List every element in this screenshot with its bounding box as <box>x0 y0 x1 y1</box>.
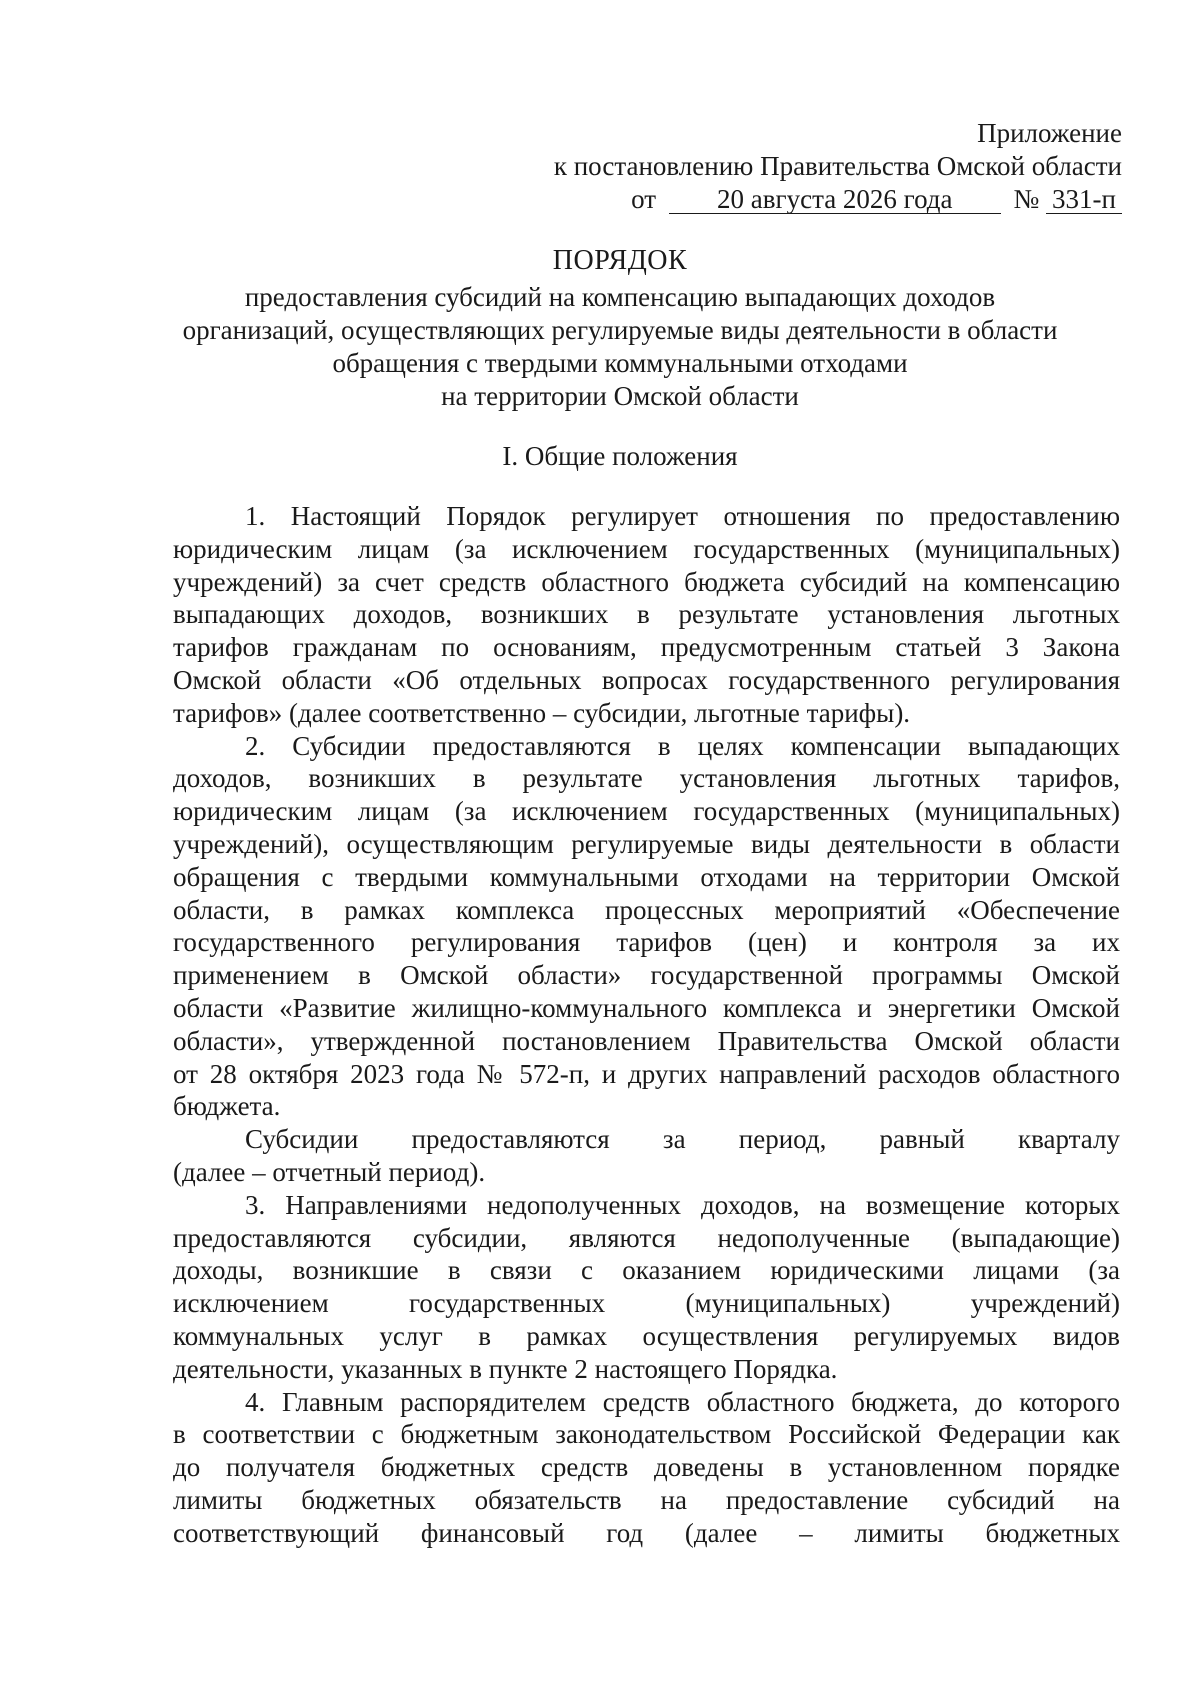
text-line: 2. Субсидии предоставляются в целях компенсации выпадающих <box>245 730 1120 761</box>
text-line: коммунальных услуг в рамках осуществления регулируемых видов <box>173 1320 1120 1351</box>
appendix-date-line <box>554 183 1122 216</box>
resolution-date: 20 августа 2026 года <box>669 186 1001 214</box>
paragraph-3 <box>173 1189 1120 1386</box>
text-line: предоставляются субсидии, являются недополученные (выпадающие) <box>173 1222 1120 1253</box>
appendix-header <box>554 117 1122 216</box>
document-title-block <box>150 244 1090 413</box>
text-line: Субсидии предоставляются за период, равный кварталу <box>245 1124 1120 1155</box>
text-line: в соответствии с бюджетным законодательством Российской Федерации как <box>173 1419 1120 1450</box>
text-line: (далее – отчетный период). <box>173 1156 486 1187</box>
number-label: № <box>1013 184 1040 214</box>
document-title: ПОРЯДОК <box>552 245 688 276</box>
from-label: от <box>631 184 657 214</box>
text-line: тарифов» (далее соответственно – субсидии, льготные тарифы). <box>173 697 911 728</box>
text-line: до получателя бюджетных средств доведены в установленном порядке <box>173 1452 1120 1483</box>
text-line: тарифов гражданам по основаниям, предусмотренным статьей 3 Закона <box>173 632 1120 663</box>
paragraph-4 <box>173 1386 1120 1550</box>
text-line: лимиты бюджетных обязательств на предоставление субсидий на <box>173 1484 1120 1515</box>
appendix-label: Приложение <box>977 118 1122 148</box>
text-line: юридическим лицам (за исключением государственных (муниципальных) <box>173 796 1120 827</box>
text-line: выпадающих доходов, возникших в результате установления льготных <box>173 599 1120 630</box>
text-line: учреждений), осуществляющим регулируемые виды деятельности в области <box>173 828 1120 859</box>
text-line: области», утвержденной постановлением Правительства Омской области <box>173 1025 1120 1056</box>
text-line: юридическим лицам (за исключением государственных (муниципальных) <box>173 533 1120 564</box>
subtitle-line: на территории Омской области <box>441 381 799 411</box>
subtitle-line: обращения с твердыми коммунальными отходами <box>332 348 908 378</box>
text-line: 1. Настоящий Порядок регулирует отношения по предоставлению <box>245 501 1120 531</box>
paragraph-1 <box>173 500 1120 730</box>
text-line: государственного регулирования тарифов (цен) и контроля за их <box>173 927 1120 958</box>
subtitle-line: организаций, осуществляющих регулируемые виды деятельности в области <box>182 315 1058 345</box>
resolution-number: 331-п <box>1046 186 1122 214</box>
text-line: области «Развитие жилищно-коммунального комплекса и энергетики Омской <box>173 992 1120 1023</box>
text-line: доходы, возникшие в связи с оказанием юридическими лицами (за <box>173 1255 1120 1286</box>
text-line: от 28 октября 2023 года № 572-п, и других направлений расходов областного <box>173 1058 1120 1089</box>
text-line: 4. Главным распорядителем средств областного бюджета, до которого <box>245 1386 1120 1417</box>
text-line: обращения с твердыми коммунальными отходами на территории Омской <box>173 861 1120 892</box>
subtitle-line: предоставления субсидий на компенсацию выпадающих доходов <box>244 282 996 312</box>
text-line: применением в Омской области» государственной программы Омской <box>173 960 1120 991</box>
text-line: деятельности, указанных в пункте 2 настоящего Порядка. <box>173 1353 838 1384</box>
text-line: Омской области «Об отдельных вопросах государственного регулирования <box>173 664 1120 695</box>
text-line: исключением государственных (муниципальных) учреждений) <box>173 1288 1120 1319</box>
document-body <box>173 500 1120 1550</box>
text-line: бюджета. <box>173 1091 281 1122</box>
paragraph-2-continued <box>173 1123 1120 1189</box>
text-line: доходов, возникших в результате установления льготных тарифов, <box>173 763 1120 794</box>
paragraph-2 <box>173 730 1120 1124</box>
section-heading: I. Общие положения <box>502 441 738 471</box>
text-line: учреждений) за счет средств областного бюджета субсидий на компенсацию <box>173 566 1120 597</box>
text-line: области, в рамках комплекса процессных мероприятий «Обеспечение <box>173 894 1120 925</box>
appendix-resolution: к постановлению Правительства Омской области <box>553 151 1122 181</box>
text-line: соответствующий финансовый год (далее – лимиты бюджетных <box>173 1517 1120 1548</box>
text-line: 3. Направлениями недополученных доходов, на возмещение которых <box>245 1189 1120 1220</box>
